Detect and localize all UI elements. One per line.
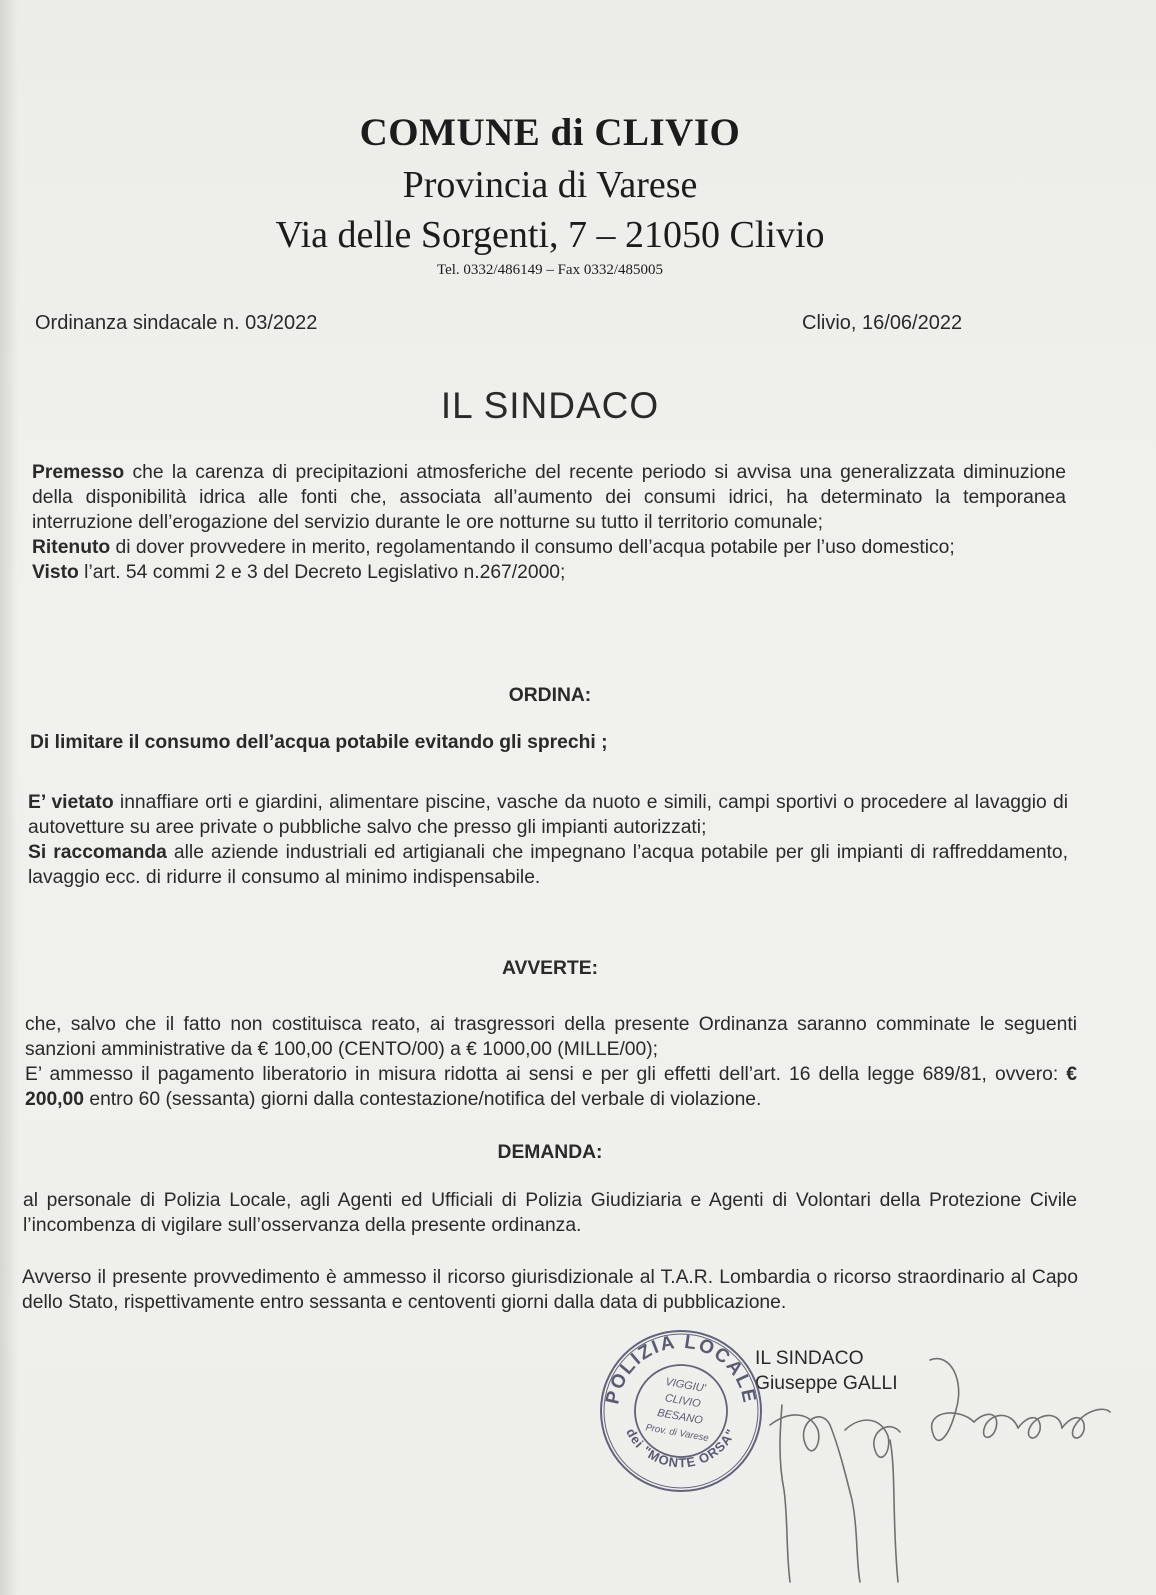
sanctions-section bbox=[25, 1012, 1077, 1112]
demanda-heading: DEMANDA: bbox=[497, 1142, 603, 1163]
payment-amount: € 200,00 bbox=[25, 1064, 1077, 1110]
stamp-ring-top: POLIZIA LOCALE bbox=[602, 1331, 760, 1407]
visto-paragraph bbox=[32, 560, 1066, 585]
payment-text-a: E’ ammesso il pagamento liberatorio in misura ridotta ai sensi e per gli effetti dell’art. 16 della legge 689/81, ovvero: bbox=[25, 1064, 1067, 1085]
signatory-name: Giuseppe GALLI bbox=[755, 1373, 898, 1394]
handwritten-signature bbox=[760, 1350, 1120, 1595]
limit-statement: Di limitare il consumo dell’acqua potabile evitando gli sprechi ; bbox=[30, 732, 608, 753]
prohibitions-section bbox=[28, 790, 1068, 890]
stamp-center-line: Prov. di Varese bbox=[644, 1422, 710, 1445]
ordinance-number: Ordinanza sindacale n. 03/2022 bbox=[35, 312, 318, 334]
visto-label: Visto bbox=[32, 562, 79, 583]
ritenuto-paragraph bbox=[32, 535, 1066, 560]
premesso-label: Premesso bbox=[32, 462, 125, 483]
sanctions-paragraph: che, salvo che il fatto non costituisca reato, ai trasgressori della presente Ordinanza saranno comminate le seguenti sanzioni amministrative da € 100,00 (CENTO/00) a € 1000,00 (MILLE/00); bbox=[25, 1014, 1077, 1060]
demanda-paragraph: al personale di Polizia Locale, agli Agenti ed Ufficiali di Polizia Giudiziaria e Agenti di Volontari della Protezione Civile l’incombenza di vigilare sull’osservanza della presente ordinanza. bbox=[23, 1190, 1077, 1236]
visto-text: l’art. 54 commi 2 e 3 del Decreto Legislativo n.267/2000; bbox=[78, 562, 566, 583]
contacts-line: Tel. 0332/486149 – Fax 0332/485005 bbox=[436, 262, 664, 278]
premesso-text: che la carenza di precipitazioni atmosferiche del recente periodo si avvisa una generalizzata diminuzione della disponibilità idrica alle fonti che, associata all’aumento dei consumi idrici, ha determinato la temporanea interruzione dell’erogazione del servizio durante le ore notturne su tutto il territorio comunale; bbox=[32, 462, 1066, 533]
premises-section bbox=[32, 460, 1066, 585]
place-date: Clivio, 16/06/2022 bbox=[802, 312, 963, 334]
vietato-text: innaffiare orti e giardini, alimentare piscine, vasche da nuoto e simili, campi sportivi o procedere al lavaggio di autovetture su aree private o pubbliche salvo che presso gli impianti autorizzati; bbox=[28, 792, 1069, 838]
province-line: Provincia di Varese bbox=[402, 164, 698, 206]
raccomanda-label: Si raccomanda bbox=[28, 842, 167, 863]
stamp-center-line: CLIVIO bbox=[663, 1392, 702, 1411]
ritenuto-text: di dover provvedere in merito, regolamentando il consumo dell’acqua potabile per l’uso domestico; bbox=[110, 537, 955, 558]
stamp-center-line: VIGGIU' bbox=[664, 1375, 707, 1395]
vietato-paragraph bbox=[28, 790, 1068, 840]
stamp-ring-bottom: dei "MONTE ORSA" bbox=[623, 1425, 739, 1471]
payment-text-b: entro 60 (sessanta) giorni dalla contestazione/notifica del verbale di violazione. bbox=[83, 1089, 762, 1110]
raccomanda-text: alle aziende industriali ed artigianali che impegnano l’acqua potabile per gli impianti di raffreddamento, lavaggio ecc. di ridurre il consumo al minimo indispensabile. bbox=[28, 842, 1068, 888]
police-stamp bbox=[596, 1326, 766, 1496]
signatory-role: IL SINDACO bbox=[755, 1348, 864, 1369]
vietato-label: E’ vietato bbox=[28, 792, 114, 813]
avverte-heading: AVVERTE: bbox=[501, 958, 599, 979]
payment-paragraph bbox=[25, 1062, 1077, 1112]
address-line: Via delle Sorgenti, 7 – 21050 Clivio bbox=[275, 214, 825, 256]
premesso-paragraph bbox=[32, 460, 1066, 535]
ordina-heading: ORDINA: bbox=[508, 685, 592, 706]
raccomanda-paragraph bbox=[28, 840, 1068, 890]
municipality-name: COMUNE di CLIVIO bbox=[359, 111, 741, 154]
stamp-center-line: BESANO bbox=[656, 1407, 704, 1427]
document-title: IL SINDACO bbox=[440, 385, 660, 426]
appeal-paragraph: Avverso il presente provvedimento è ammesso il ricorso giurisdizionale al T.A.R. Lombardia o ricorso straordinario al Capo dello Stato, rispettivamente entro sessanta e centoventi giorni dalla data di pubblicazione. bbox=[22, 1267, 1078, 1313]
ritenuto-label: Ritenuto bbox=[32, 537, 111, 558]
